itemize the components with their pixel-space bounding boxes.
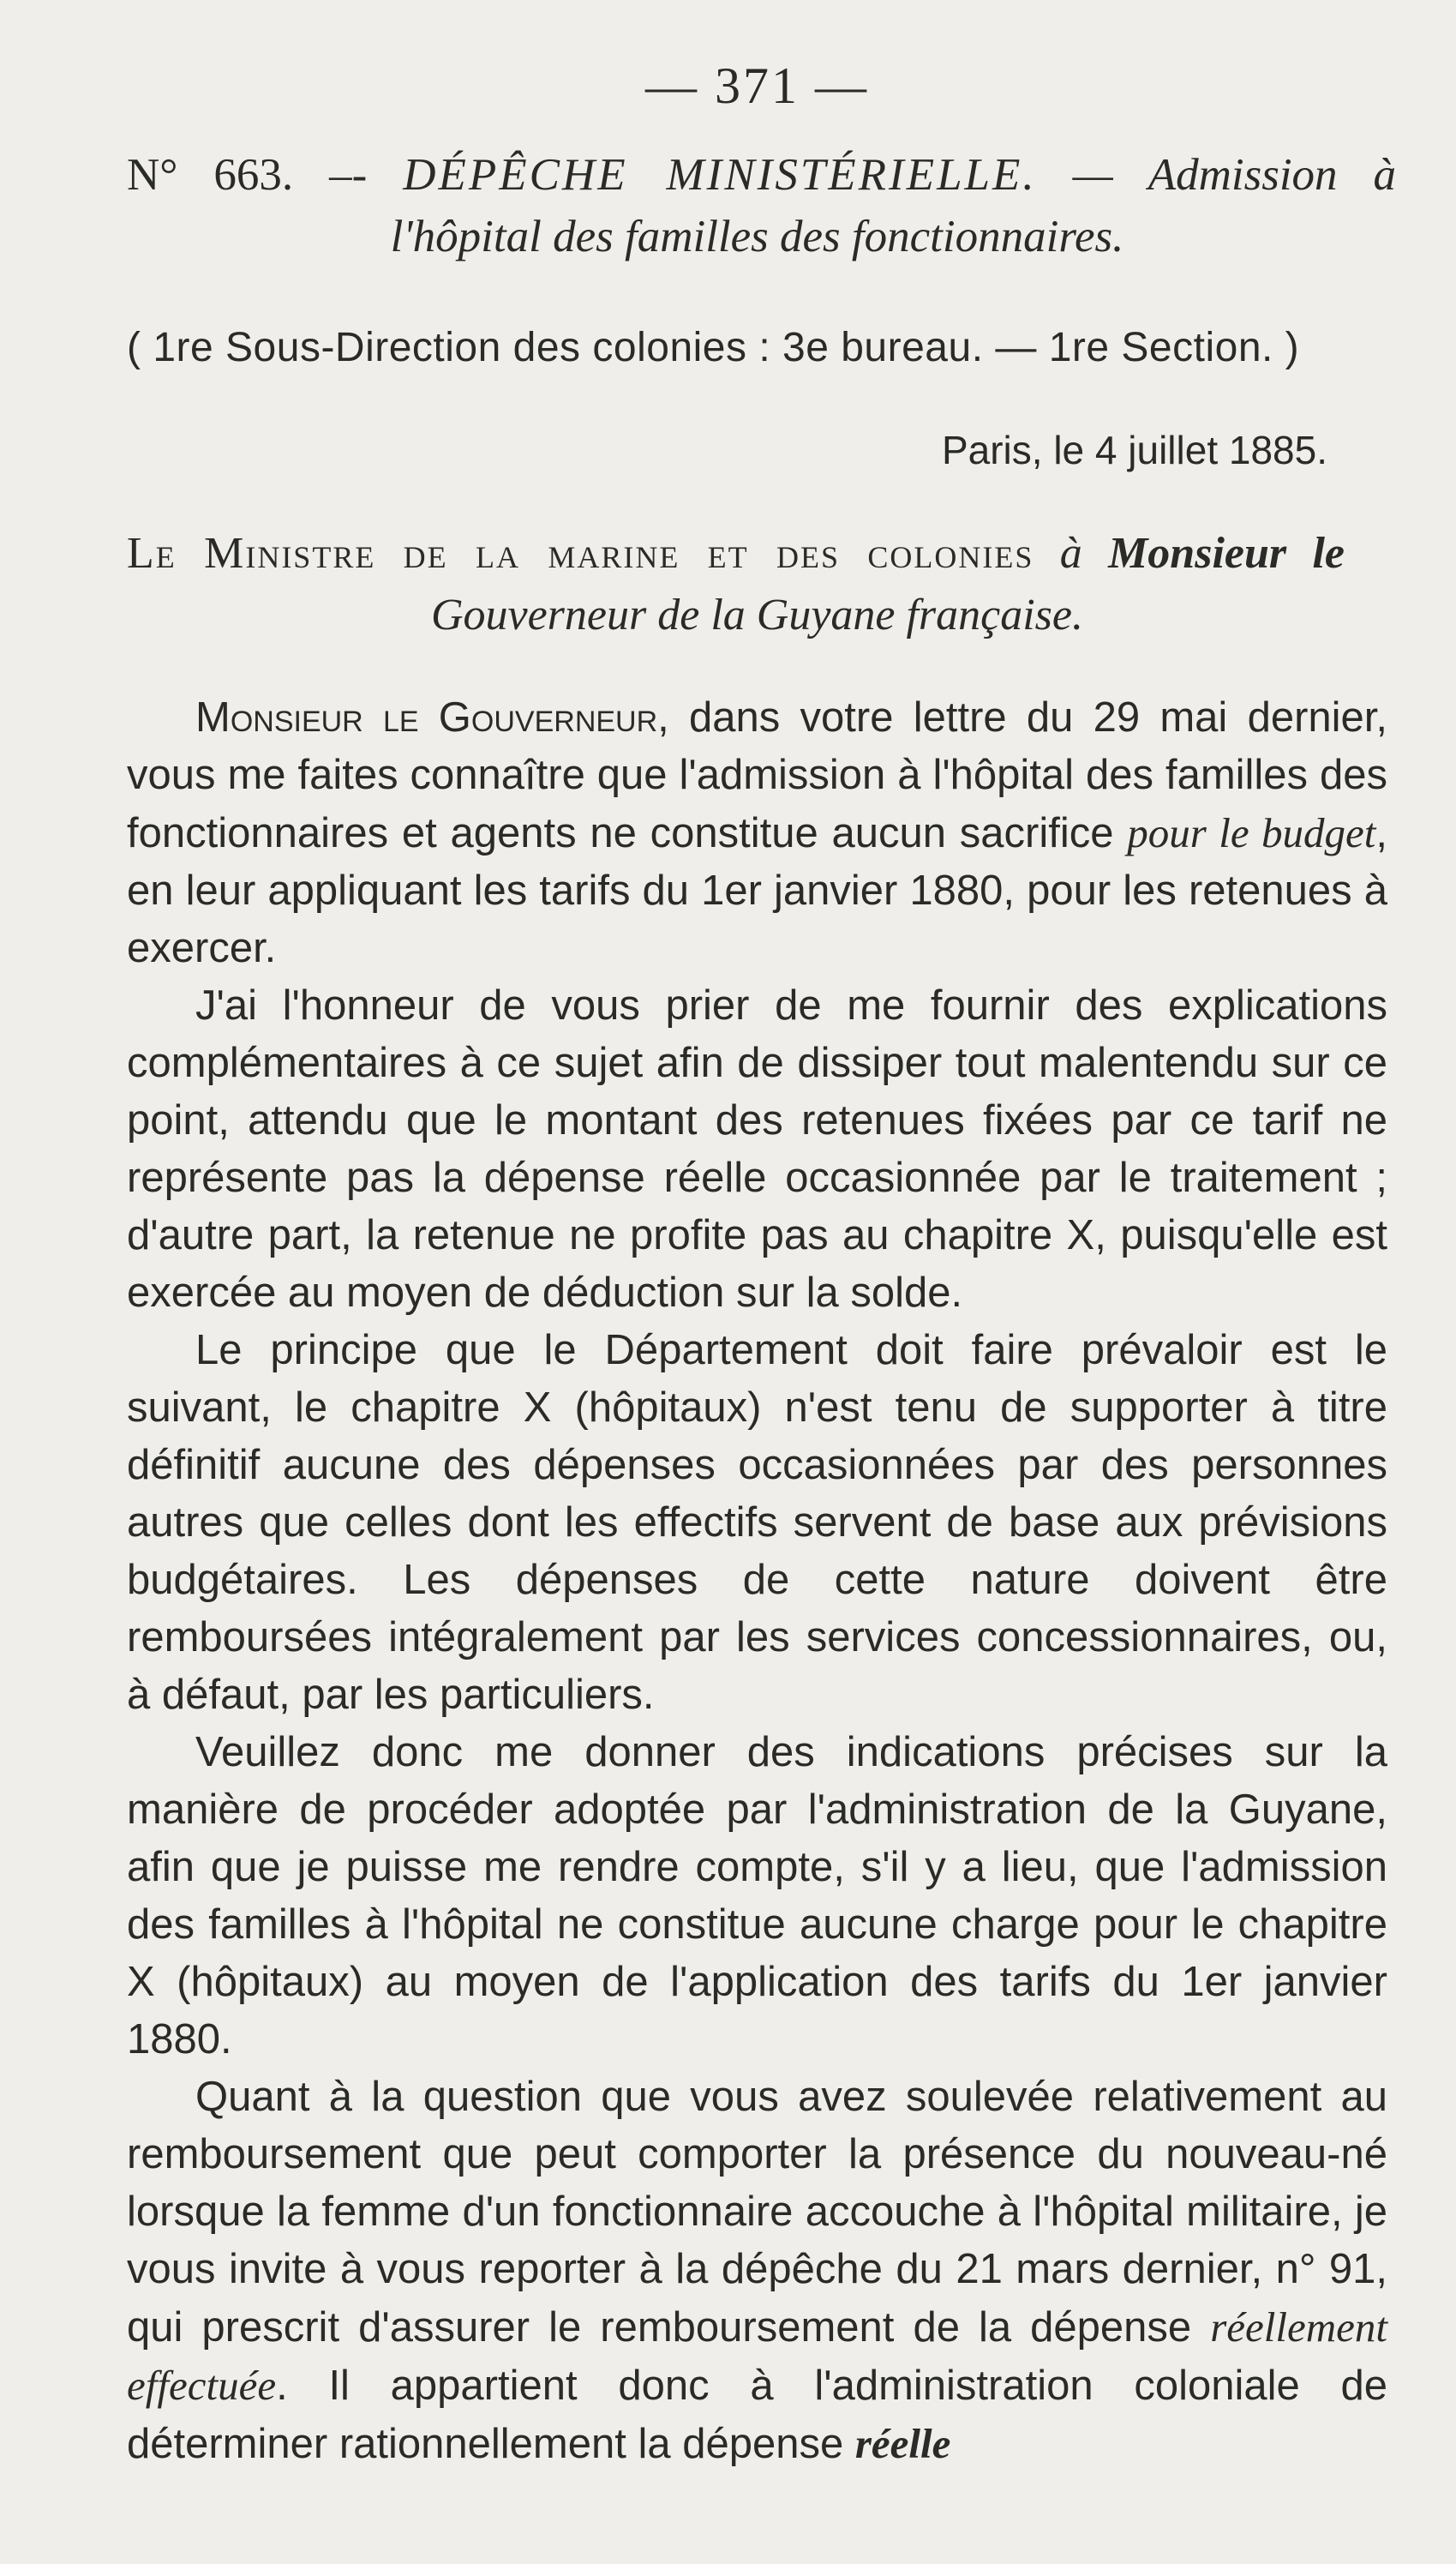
paragraph-1 xyxy=(127,689,1387,977)
title-dash: –- xyxy=(293,150,404,200)
paragraph-3: Le principe que le Département doit faire prévaloir est le suivant, le chapitre X (hôpitaux) n'est tenu de supporter à titre définitif aucune des dépenses occasionnées par des personnes autres que celles dont les effectifs servent de base aux prévisions budgétaires. Les dépenses de cette nature doivent être remboursées intégralement par les services concessionnaires, ou, à défaut, par les particuliers. xyxy=(127,1327,1387,1718)
recipient-end: Gouverneur de la Guyane française. xyxy=(430,591,1084,639)
addressee-line xyxy=(127,523,1422,585)
dispatch-number: N° 663. xyxy=(127,150,294,200)
dispatch-title xyxy=(127,144,1422,206)
salutation: Monsieur le Gouverneur xyxy=(195,694,658,741)
recipient-start: Monsieur le xyxy=(1108,529,1345,578)
paragraph-5-italic-a: réellement effectuée xyxy=(127,2303,1387,2409)
addressee-connector: à xyxy=(1034,529,1109,578)
paragraph-4: Veuillez donc me donner des indications précises sur la manière de procéder adoptée par l'administration de la Guyane, afin que je puisse me rendre compte, s'il y a lieu, que l'admission des familles à l'hôpital ne constitue aucune charge pour le chapitre X (hôpitaux) au moyen de l'application des tarifs du 1er janvier 1880. xyxy=(127,1729,1387,2063)
sender: Le Ministre de la marine et des colonies xyxy=(127,529,1034,578)
dispatch-kind: DÉPÊCHE MINISTÉRIELLE. xyxy=(403,150,1037,200)
paragraph-5-italic-b: réelle xyxy=(854,2420,951,2467)
page-number: — 371 — xyxy=(645,57,869,114)
paragraph-2: J'ai l'honneur de vous prier de me fournir des explications complémentaires à ce sujet afin de dissiper tout malentendu sur ce point, attendu que le montant des retenues fixées par ce tarif ne représente pas la dépense réelle occasionnée par le traitement ; d'autre part, la retenue ne profite pas au chapitre X, puisqu'elle est exercée au moyen de déduction sur la solde. xyxy=(127,982,1387,1316)
paragraph-1-text-a: , dans votre lettre du 29 mai dernier, vous me faites connaître que l'admission à l'hôpital des familles des fonctionnaires et agents ne constitue aucun sacrifice xyxy=(127,694,1388,856)
dateline: Paris, le 4 juillet 1885. xyxy=(941,428,1327,472)
paragraph-5-text-b: . Il appartient donc à l'administration coloniale de déterminer rationnellement la dépense xyxy=(127,2363,1387,2467)
paragraph-5-text-a: Quant à la question que vous avez soulevée relativement au remboursement que peut comporter la présence du nouveau-né lorsque la femme d'un fonctionnaire accouche à l'hôpital militaire, je vous invite à vous reporter à la dépêche du 21 mars dernier, n° 91, qui prescrit d'assurer le remboursement de la dépense xyxy=(127,2074,1387,2351)
dispatch-subject-end: l'hôpital des familles des fonctionnaires. xyxy=(390,212,1124,261)
letter-body xyxy=(127,689,1422,2473)
paragraph-1-text-b: , en leur appliquant les tarifs du 1er janvier 1880, pour les retenues à exercer. xyxy=(127,810,1387,971)
paragraph-5 xyxy=(127,2069,1387,2473)
paragraph-1-italic: pour le budget xyxy=(1127,809,1376,856)
dispatch-subject-start: — Admission à xyxy=(1036,150,1396,200)
direction-line: ( 1re Sous-Direction des colonies : 3e bureau. — 1re Section. ) xyxy=(127,325,1300,370)
